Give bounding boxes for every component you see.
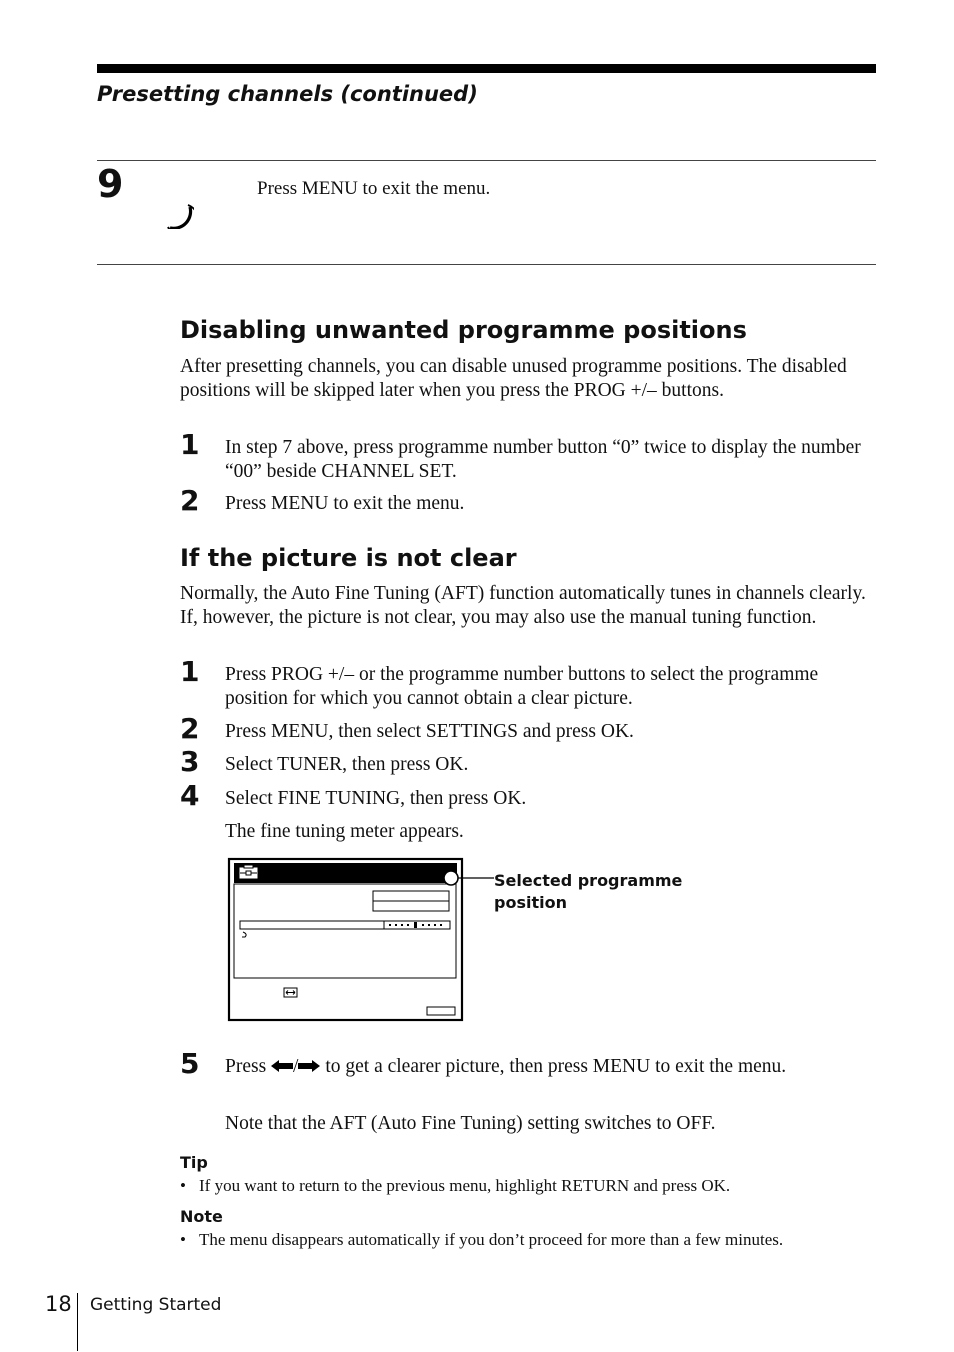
tip-text: If you want to return to the previous menu, highlight RETURN and press OK. xyxy=(199,1176,731,1195)
arrow-separator: / xyxy=(293,1056,299,1077)
fine-tuning-screen-diagram xyxy=(226,857,496,1024)
footer-divider xyxy=(77,1293,78,1351)
disabling-step-1-number: 1 xyxy=(180,428,200,461)
note-label: Note xyxy=(180,1207,223,1226)
section-title: Presetting channels (continued) xyxy=(97,82,478,106)
disabling-heading: Disabling unwanted programme positions xyxy=(180,316,747,344)
tip-bullet: • xyxy=(180,1176,186,1195)
unclear-step-3-text: Select TUNER, then press OK. xyxy=(225,754,469,775)
unclear-step-4-number: 4 xyxy=(180,779,200,812)
unclear-step-4-text: Select FINE TUNING, then press OK. xyxy=(225,788,527,809)
unclear-heading: If the picture is not clear xyxy=(180,544,517,572)
step5-text-after: to get a clearer picture, then press MENU to exit the menu. xyxy=(325,1056,787,1077)
left-arrow-icon xyxy=(271,1059,293,1073)
disabling-step-1-text: In step 7 above, press programme number button “0” twice to display the number “00” beside CHANNEL SET. xyxy=(225,437,861,482)
tip-label: Tip xyxy=(180,1153,208,1172)
unclear-step-1-text: Press PROG +/– or the programme number buttons to select the programme position for which you cannot obtain a clear picture. xyxy=(225,664,819,709)
unclear-intro: Normally, the Auto Fine Tuning (AFT) function automatically tunes in channels clearly. If, however, the picture is not clear, you may also use the manual tuning function. xyxy=(180,583,866,628)
step9-bottom-rule xyxy=(97,264,876,265)
menu-button-icon xyxy=(158,193,194,229)
unclear-step-5-note: Note that the AFT (Auto Fine Tuning) setting switches to OFF. xyxy=(225,1113,716,1134)
unclear-step-5-number: 5 xyxy=(180,1047,200,1080)
unclear-step-2-number: 2 xyxy=(180,712,200,745)
footer-section: Getting Started xyxy=(90,1295,222,1315)
disabling-intro: After presetting channels, you can disable unused programme positions. The disabled positions will be skipped later when you press the PROG +/– buttons. xyxy=(180,356,847,401)
step5-text-before: Press xyxy=(225,1056,267,1077)
step9-top-rule xyxy=(97,160,876,161)
step9-number: 9 xyxy=(97,162,124,206)
header-bar xyxy=(97,64,876,73)
note-bullet: • xyxy=(180,1230,186,1249)
step9-text: Press MENU to exit the menu. xyxy=(257,178,491,199)
note-text: The menu disappears automatically if you don’t proceed for more than a few minutes. xyxy=(199,1230,784,1249)
disabling-step-2-number: 2 xyxy=(180,484,200,517)
tip-item xyxy=(180,1176,840,1196)
unclear-step-5-text xyxy=(225,1055,835,1079)
page-number: 18 xyxy=(45,1292,72,1316)
unclear-step-4-note: The fine tuning meter appears. xyxy=(225,821,464,842)
right-arrow-icon xyxy=(298,1059,320,1073)
left-right-arrows-icon xyxy=(284,988,297,997)
disabling-step-2-text: Press MENU to exit the menu. xyxy=(225,493,465,514)
diagram-callout-label: Selected programme position xyxy=(494,871,683,912)
unclear-step-3-number: 3 xyxy=(180,745,200,778)
tuner-menu-icon xyxy=(239,865,258,879)
note-item xyxy=(180,1230,830,1250)
unclear-step-1-number: 1 xyxy=(180,655,200,688)
unclear-step-2-text: Press MENU, then select SETTINGS and press OK. xyxy=(225,721,634,742)
